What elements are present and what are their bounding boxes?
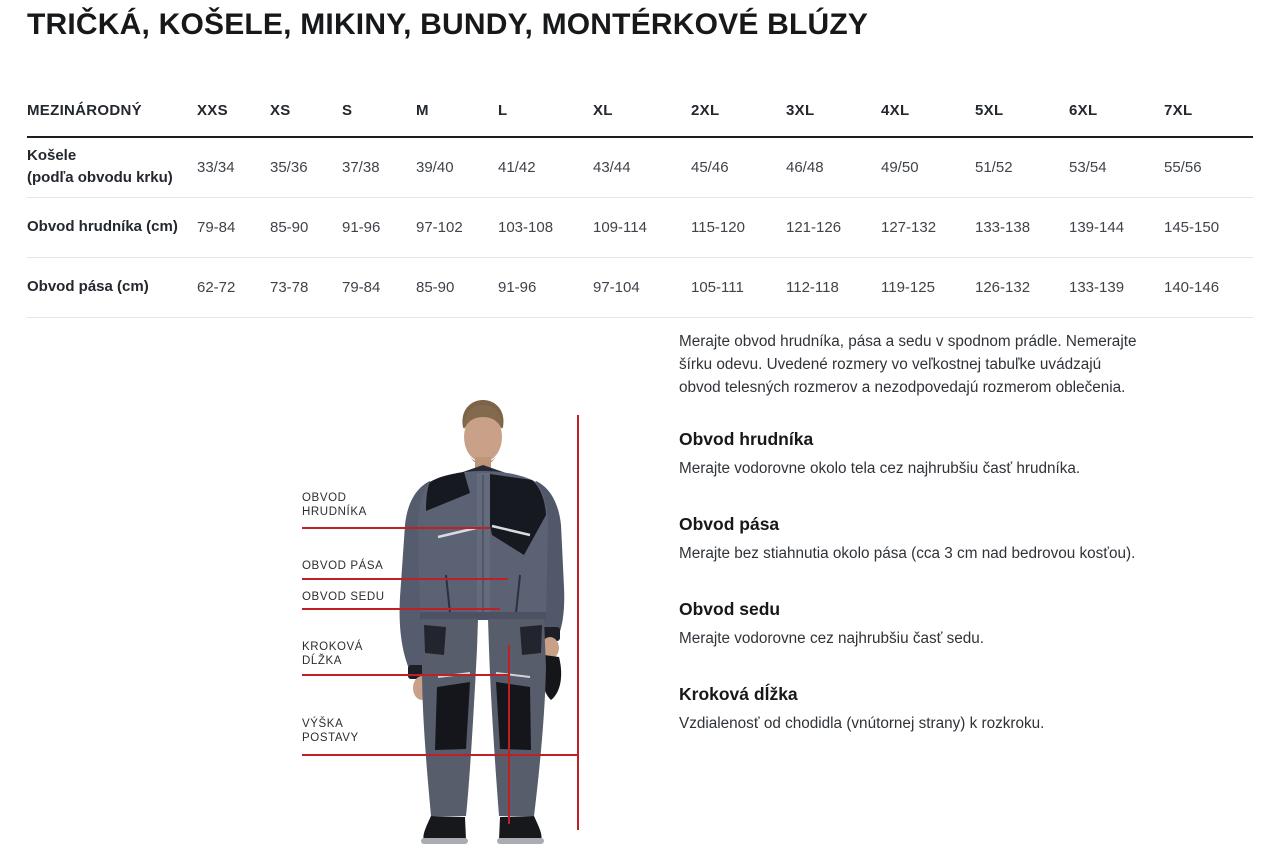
size-cell: 133-138: [975, 218, 1031, 236]
chest-label: [302, 491, 367, 519]
size-cell: 37/38: [342, 158, 380, 176]
table-col-size: 3XL: [786, 85, 881, 137]
size-cell: 49/50: [881, 158, 919, 176]
size-cell: 51/52: [975, 158, 1013, 176]
page-title: TRIČKÁ, KOŠELE, MIKINY, BUNDY, MONTÉRKOVÉ BLÚZY: [27, 8, 869, 41]
row-label-line: Obvod hrudníka (cm): [27, 218, 178, 235]
size-cell: 91-96: [342, 218, 381, 236]
chest-label-line: HRUDNÍKA: [302, 505, 367, 518]
table-col-size: 4XL: [881, 85, 975, 137]
waist-label-line: OBVOD PÁSA: [302, 559, 384, 572]
table-row: [27, 197, 1253, 257]
guide-intro: Merajte obvod hrudníka, pása a sedu v spodnom prádle. Nemerajte šírku odevu. Uvedené rozmery vo veľkostnej tabuľke uvádzajú obvod telesných rozmerov a nezodpovedajú rozmerom oblečenia.: [679, 332, 1137, 396]
size-cell: 91-96: [498, 278, 537, 296]
row-sublabel: (podľa obvodu krku): [27, 169, 173, 187]
height-label-line: VÝŠKA: [302, 717, 344, 730]
height-label-line: POSTAVY: [302, 731, 359, 744]
size-cell: 73-78: [270, 278, 309, 296]
size-cell: 126-132: [975, 278, 1031, 296]
guide-section: [679, 599, 1137, 650]
guide-section-heading: Kroková dĺžka: [679, 683, 798, 704]
row-label-line: Obvod pása (cm): [27, 278, 149, 295]
table-col-size: 5XL: [975, 85, 1069, 137]
guide-section-heading: Obvod pása: [679, 513, 780, 534]
table-col-size: S: [342, 85, 416, 137]
size-cell: 105-111: [691, 278, 744, 296]
size-cell: 103-108: [498, 218, 554, 236]
size-cell: 62-72: [197, 278, 236, 296]
size-cell: 127-132: [881, 218, 937, 236]
inseam-label-line: DĹŽKA: [302, 654, 343, 667]
size-cell: 139-144: [1069, 218, 1125, 236]
size-cell: 119-125: [881, 278, 935, 296]
inseam-label: [302, 640, 363, 668]
hip-label: [302, 590, 385, 604]
size-table-header-row: [27, 85, 1253, 137]
guide-section: [679, 429, 1137, 480]
model-photo: [280, 387, 640, 861]
guide-section-text: Vzdialenosť od chodidla (vnútornej strany) k rozkroku.: [679, 714, 1045, 732]
table-col-international: MEZINÁRODNÝ: [27, 85, 197, 137]
table-col-size: XS: [270, 85, 342, 137]
size-cell: 39/40: [416, 158, 454, 176]
table-col-size: XXS: [197, 85, 270, 137]
table-col-size: 7XL: [1164, 85, 1253, 137]
hip-label-line: OBVOD SEDU: [302, 590, 385, 603]
table-row: [27, 137, 1253, 197]
table-col-size: 2XL: [691, 85, 786, 137]
table-col-size: XL: [593, 85, 691, 137]
height-label: [302, 717, 359, 745]
table-col-size: M: [416, 85, 498, 137]
guide-section-text: Merajte vodorovne cez najhrubšiu časť sedu.: [679, 629, 985, 647]
size-cell: 85-90: [416, 278, 455, 296]
table-col-size: L: [498, 85, 593, 137]
size-cell: 79-84: [342, 278, 381, 296]
size-cell: 85-90: [270, 218, 309, 236]
size-cell: 46/48: [786, 158, 824, 176]
size-cell: 55/56: [1164, 158, 1202, 176]
size-cell: 97-102: [416, 218, 463, 236]
chest-label-line: OBVOD: [302, 491, 347, 504]
size-cell: 145-150: [1164, 218, 1220, 236]
guide-section: [679, 514, 1137, 565]
table-row: [27, 257, 1253, 317]
size-cell: 112-118: [786, 278, 839, 296]
guide-section-text: Merajte bez stiahnutia okolo pása (cca 3 cm nad bedrovou kosťou).: [679, 544, 1136, 562]
size-cell: 45/46: [691, 158, 729, 176]
size-cell: 121-126: [786, 218, 842, 236]
model-silhouette: [400, 400, 565, 844]
size-cell: 115-120: [691, 218, 745, 236]
waist-label: [302, 559, 383, 573]
inseam-label-line: KROKOVÁ: [302, 640, 364, 653]
size-cell: 43/44: [593, 158, 631, 176]
row-label: [27, 257, 197, 317]
size-cell: 79-84: [197, 218, 236, 236]
size-cell: 53/54: [1069, 158, 1107, 176]
size-cell: 97-104: [593, 278, 640, 296]
measurement-content: [27, 318, 1254, 798]
size-cell: 41/42: [498, 158, 536, 176]
row-label: [27, 197, 197, 257]
table-col-size: 6XL: [1069, 85, 1164, 137]
size-cell: 140-146: [1164, 278, 1220, 296]
size-table: [27, 85, 1253, 318]
size-cell: 33/34: [197, 158, 235, 176]
guide-section: [679, 684, 1137, 735]
guide-section-heading: Obvod hrudníka: [679, 428, 814, 449]
guide-section-text: Merajte vodorovne okolo tela cez najhrubšiu časť hrudníka.: [679, 459, 1081, 477]
size-cell: 35/36: [270, 158, 308, 176]
guide-section-heading: Obvod sedu: [679, 598, 781, 619]
measurement-figure: [280, 387, 640, 861]
size-cell: 133-139: [1069, 278, 1125, 296]
row-label-line: Košele: [27, 147, 77, 165]
size-cell: 109-114: [593, 218, 647, 236]
measurement-guide: [679, 330, 1137, 769]
row-label: [27, 137, 197, 197]
